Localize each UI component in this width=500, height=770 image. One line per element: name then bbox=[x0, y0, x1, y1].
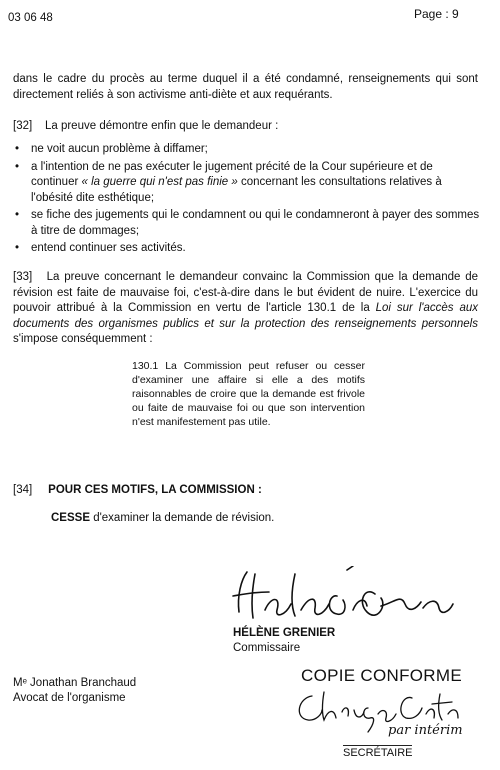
page-number: Page : 9 bbox=[414, 7, 459, 21]
paragraph-text: La preuve démontre enfin que le demandeur : bbox=[44, 120, 279, 132]
document-number: 03 06 48 bbox=[8, 12, 53, 24]
secretary-signature bbox=[292, 684, 482, 740]
decision-text: CESSE d'examiner la demande de révision. bbox=[51, 512, 275, 524]
list-item: • ne voit aucun problème à diffamer; bbox=[13, 142, 483, 158]
law-title: Loi sur l'accès aux documents des organismes publics et sur la protection des renseignements personnels bbox=[13, 302, 478, 330]
paragraph-33: [33] La preuve concernant le demandeur convainc la Commission que la demande de révision est faite de mauvaise foi, c'est-à-dire dans le but évident de nuire. L'exercice du pouvoir attribué à la Commission en vertu de l'article 130.1 de la Loi sur l'accès aux documents des organismes publics et sur la protection des renseignements personnels s'impose conséquemment : bbox=[13, 271, 478, 345]
commissioner-title: Commissaire bbox=[233, 642, 301, 654]
commissioner-signature bbox=[225, 566, 470, 630]
lawyer-name: Mᵉ Jonathan Branchaud bbox=[13, 677, 137, 689]
article-quote: 130.1 La Commission peut refuser ou cesser d'examiner une affaire si elle a des motifs raisonnables de croire que la demande est frivole ou faite de mauvaise foi ou que son intervention n'est manifestement pas utile. bbox=[132, 360, 365, 428]
list-item: • se fiche des jugements qui le condamnent ou qui le condamneront à payer des sommes à titre de dommages; bbox=[13, 208, 483, 239]
decision-heading: POUR CES MOTIFS, LA COMMISSION : bbox=[48, 484, 262, 496]
secretary-label: SECRÉTAIRE bbox=[343, 747, 413, 759]
commissioner-name: HÉLÈNE GRENIER bbox=[233, 627, 336, 639]
intro-paragraph: dans le cadre du procès au terme duquel il a été condamné, renseignements qui sont directement reliés à son activisme anti-diète et aux requérants. bbox=[13, 73, 478, 101]
lawyer-role: Avocat de l'organisme bbox=[13, 692, 126, 704]
paragraph-32 bbox=[13, 119, 478, 135]
paragraph-number: [32] bbox=[13, 120, 33, 132]
paragraph-34 bbox=[13, 484, 262, 496]
paragraph-number: [33] bbox=[13, 271, 33, 283]
list-item: • entend continuer ses activités. bbox=[13, 241, 483, 257]
evidence-list bbox=[13, 142, 483, 259]
svg-text:par intérim: par intérim bbox=[388, 723, 463, 738]
copy-stamp-title: COPIE CONFORME bbox=[301, 666, 462, 685]
paragraph-number: [34] bbox=[13, 484, 33, 496]
list-item: • a l'intention de ne pas exécuter le jugement précité de la Cour supérieure et de continuer « la guerre qui n'est pas finie » concernant les consultations relatives à l'obésité dite esthétique; bbox=[13, 160, 483, 207]
lawyer-block bbox=[13, 676, 136, 706]
